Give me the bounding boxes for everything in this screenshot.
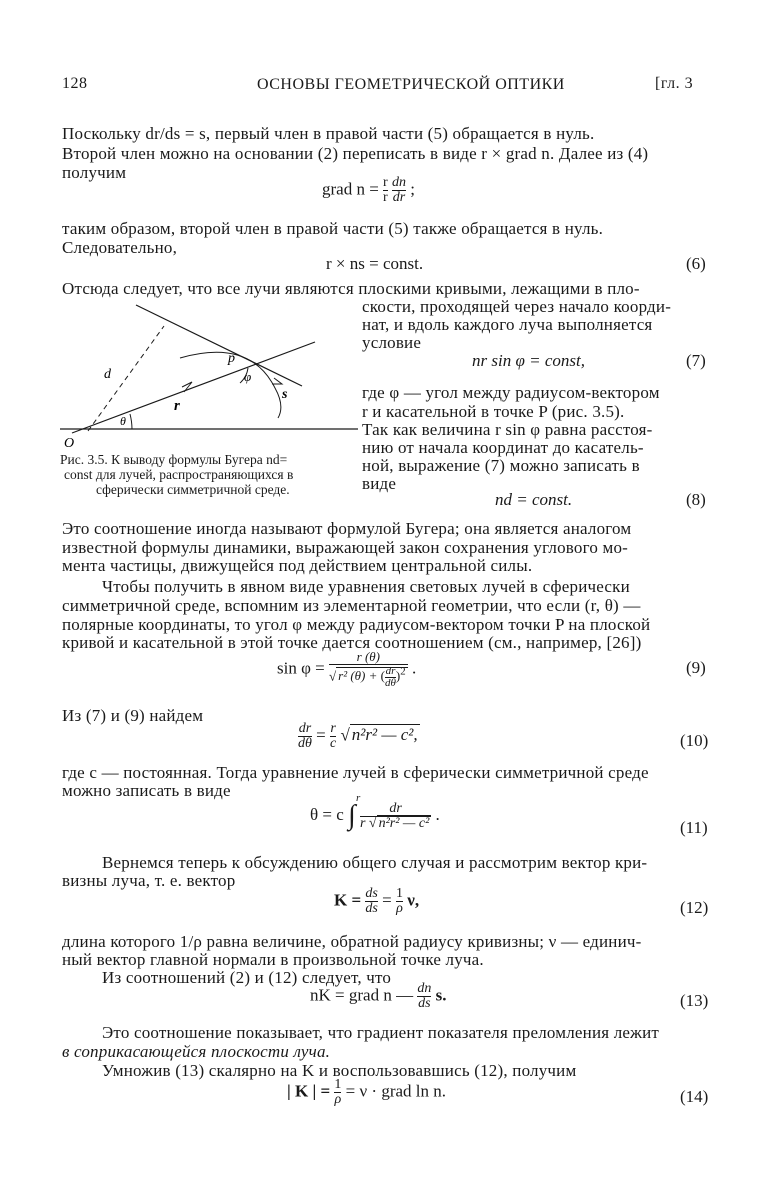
frac-num: dn (417, 981, 432, 996)
para8-line1: где c — постоянная. Тогда уравнение лучей в сферически симметричной среде (62, 763, 649, 782)
label-o: O (64, 436, 75, 450)
s-arrow (272, 378, 282, 384)
fraction (365, 887, 377, 916)
frac-num: dr (385, 664, 396, 677)
fraction (334, 1078, 341, 1107)
frac-den: ρ (334, 1092, 342, 1107)
para10-line1: длина которого 1/ρ равна величине, обратной радиусу кривизны; ν — единич- (62, 932, 642, 951)
fraction (385, 666, 396, 689)
equation-6-label: (6) (686, 254, 706, 273)
figure-3-5 (60, 298, 360, 450)
den-part: r (359, 815, 366, 831)
frac-num: 1 (334, 1077, 342, 1092)
para3-line3: нат, и вдоль каждого луча выполняется (362, 315, 653, 334)
radius-vector-line (72, 342, 315, 433)
label-d: d (104, 367, 111, 382)
para4-line6: виде (362, 474, 397, 493)
eq14-lhs: | K | = (287, 1081, 331, 1101)
para4-line3: Так как величина r sin φ равна расстоя- (362, 420, 653, 439)
para4-line2: r и касательной в точке P (рис. 3.5). (362, 402, 625, 421)
eq9-lhs: sin φ = (277, 658, 325, 678)
equation-8-label: (8) (686, 490, 706, 509)
frac-den: r √ n²r² — c² (359, 815, 430, 831)
equation-grad (322, 176, 415, 205)
eq12-tail: ν, (407, 890, 420, 910)
frac-den: √ r² (θ) + ( $\frac{dr}{d\theta}$ )$^2$ (329, 664, 406, 689)
equation-7: nr sin φ = const, (472, 351, 585, 370)
equation-14-label: (14) (680, 1087, 709, 1106)
frac-num: r (330, 721, 336, 736)
eq13-lhs: nK = grad n — (310, 985, 414, 1005)
tangent-line (136, 305, 302, 386)
eq14-tail: = ν · grad ln n. (345, 1081, 447, 1101)
frac-num: dn (391, 175, 406, 190)
frac-den: r (383, 190, 388, 205)
equation-10: $\frac{dr}{d\theta}$ = $\frac{r}{c}$ √ n²r² — c², (298, 721, 418, 751)
eq10-radicand: n²r² — c², (351, 725, 418, 745)
para6-line4: кривой и касательной в этой точке дается соотношением (см., например, [26]) (62, 633, 642, 652)
para5-line3: мента частицы, движущейся под действием центральной силы. (62, 556, 533, 575)
figure-caption-line1: Рис. 3.5. К выводу формулы Бугера nd= (60, 452, 288, 467)
frac-den: ds (365, 901, 378, 916)
fraction (298, 722, 312, 751)
para4-line5: ной, выражение (7) можно записать в (362, 456, 640, 475)
den-part: r² (θ) + (338, 668, 378, 684)
para12-line1: Умножив (13) скалярно на K и воспользовавшись (12), получим (102, 1061, 577, 1080)
para7-line1: Из (7) и (9) найдем (62, 706, 204, 725)
equation-9 (277, 650, 416, 689)
para5-line1: Это соотношение иногда называют формулой Бугера; она является аналогом (62, 519, 632, 538)
para10-line2: ный вектор главной нормали в произвольной точке луча. (62, 950, 484, 969)
eq10-equals: = (316, 725, 326, 745)
frac-num: 1 (395, 886, 403, 901)
figure-caption-line3: сферически симметричной среде. (96, 482, 290, 497)
frac-num: dr (298, 721, 312, 736)
eq11-lhs: θ = c (310, 804, 344, 824)
eq-grad-tail: ; (410, 179, 415, 199)
para5-line2: известной формулы динамики, выражающей закон сохранения углового мо- (62, 538, 629, 557)
eq9-tail: . (411, 658, 417, 678)
equation-12-label: (12) (680, 898, 709, 917)
para2-line2: Следовательно, (62, 238, 178, 257)
frac-den: dθ (298, 736, 312, 751)
para11-line2: в соприкасающейся плоскости луча. (62, 1042, 331, 1061)
frac-den: ρ (396, 901, 403, 916)
frac-den: c (329, 736, 337, 751)
fraction (392, 176, 406, 205)
para9-line2: визны луча, т. е. вектор (62, 871, 236, 890)
den-radicand: n²r² — c² (378, 815, 430, 831)
equation-12 (334, 887, 419, 916)
equation-13-label: (13) (680, 991, 709, 1010)
equation-13 (310, 982, 446, 1011)
distance-d-dashed (88, 326, 164, 431)
fraction (396, 887, 403, 916)
para11-line1: Это соотношение показывает, что градиент показателя преломления лежит (102, 1023, 660, 1042)
page-number: 128 (62, 75, 88, 92)
label-p: p (228, 351, 235, 366)
chapter-label: [гл. 3 (655, 75, 694, 92)
para6-line1: Чтобы получить в явном виде уравнения световых лучей в сферически (102, 577, 630, 596)
fraction (360, 802, 431, 831)
para4-line4: нию от начала координат до касатель- (362, 438, 644, 457)
label-r: r (174, 398, 180, 414)
frac-num: ds (365, 886, 378, 901)
equation-11 (310, 792, 440, 832)
den-exponent: 2 (400, 666, 406, 678)
equation-11-label: (11) (680, 818, 708, 837)
label-phi: φ (244, 369, 252, 384)
eq13-tail: s. (435, 985, 447, 1005)
theta-arc (130, 414, 132, 429)
frac-den: ds (418, 996, 431, 1011)
equation-9-label: (9) (686, 658, 706, 677)
equation-6: r × ns = const. (326, 254, 424, 273)
para6-line3: полярные координаты, то угол φ между радиусом-вектором точки P на плоской (62, 615, 651, 634)
fraction (330, 722, 336, 751)
equation-8: nd = const. (495, 490, 573, 509)
frac-den: dθ (385, 676, 396, 689)
fraction (417, 982, 431, 1011)
para3-line2: скости, проходящей через начало коорди- (362, 297, 672, 316)
para2-line1: таким образом, второй член в правой части (5) также обращается в нуль. (62, 219, 604, 238)
eq-grad-lhs: grad n = (322, 179, 379, 199)
fraction (329, 650, 408, 689)
label-s: s (282, 387, 288, 402)
equation-7-label: (7) (686, 351, 706, 370)
para6-line2: симметричной среде, вспомним из элементарной геометрии, что если (r, θ) — (62, 596, 641, 615)
equation-10-label: (10) (680, 731, 709, 750)
integral-upper-limit: r (356, 792, 361, 804)
para9-line1: Вернемся теперь к обсуждению общего случая и рассмотрим вектор кри- (102, 853, 648, 872)
para8-line2: можно записать в виде (62, 781, 231, 800)
frac-num: r (383, 175, 388, 190)
para3-line1: Отсюда следует, что все лучи являются плоскими кривыми, лежащими в пло- (62, 279, 640, 298)
eq12-equals: = (382, 890, 392, 910)
para1-line2: Второй член можно на основании (2) переписать в виде r × grad n. Далее из (4) (62, 144, 649, 163)
para1-line3: получим (62, 163, 127, 182)
frac-den: dr (392, 190, 406, 205)
para4-line1: где φ — угол между радиусом-вектором (362, 383, 660, 402)
para10-line3: Из соотношений (2) и (12) следует, что (102, 968, 392, 987)
label-theta: θ (120, 414, 126, 428)
running-title: ОСНОВЫ ГЕОМЕТРИЧЕСКОЙ ОПТИКИ (257, 76, 565, 93)
eq11-tail: . (435, 804, 440, 824)
para3-line4: условие (362, 333, 422, 352)
figure-caption-line2: const для лучей, распространяющихся в (64, 467, 294, 482)
eq12-lhs: K = (334, 890, 362, 910)
frac-num: dr (389, 800, 402, 816)
integral-sign: ∫ r (348, 792, 361, 831)
equation-14 (287, 1078, 446, 1107)
frac-num: r (θ) (356, 649, 381, 664)
para1-line1: Поскольку dr/ds = s, первый член в правой части (5) обращается в нуль. (62, 124, 595, 143)
fraction (383, 176, 388, 205)
